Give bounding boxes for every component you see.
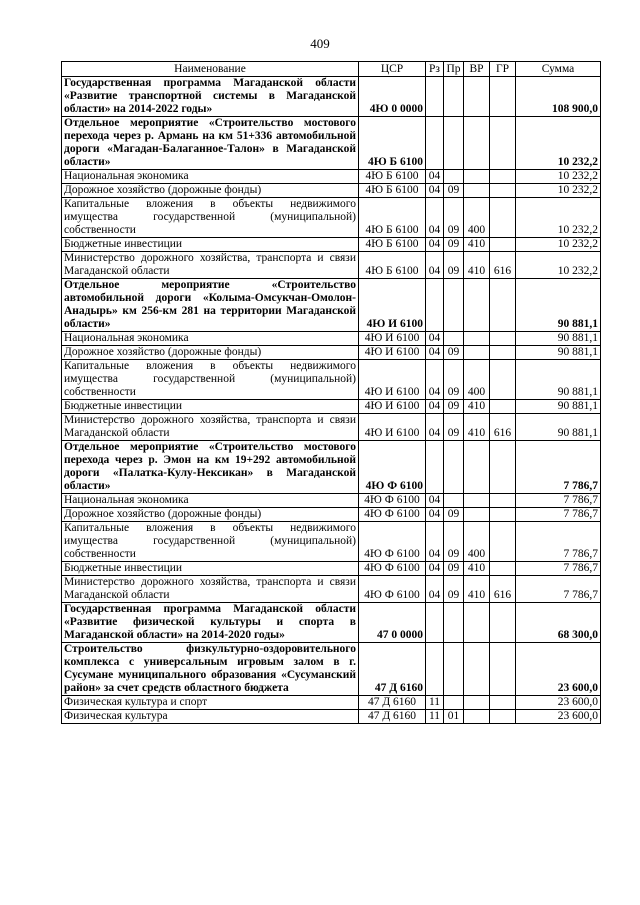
cell-pr: 09 xyxy=(444,522,464,562)
cell-vr xyxy=(464,696,490,710)
cell-name: Министерство дорожного хозяйства, транспорта и связи Магаданской области xyxy=(62,576,359,603)
cell-sum: 10 232,2 xyxy=(516,184,601,198)
cell-rz: 04 xyxy=(426,184,444,198)
cell-pr: 09 xyxy=(444,360,464,400)
cell-gr xyxy=(490,170,516,184)
cell-name: Государственная программа Магаданской области «Развитие транспортной системы в Магаданской области» на 2014-2022 годы» xyxy=(62,77,359,117)
cell-rz xyxy=(426,643,444,696)
cell-gr: 616 xyxy=(490,414,516,441)
cell-gr xyxy=(490,238,516,252)
cell-csr: 4Ю И 6100 xyxy=(359,400,426,414)
cell-name: Национальная экономика xyxy=(62,170,359,184)
cell-sum: 23 600,0 xyxy=(516,643,601,696)
cell-pr xyxy=(444,279,464,332)
cell-vr xyxy=(464,332,490,346)
table-row xyxy=(62,332,601,346)
header-name: Наименование xyxy=(62,62,359,77)
table-row xyxy=(62,346,601,360)
cell-gr xyxy=(490,117,516,170)
page-number: 409 xyxy=(310,36,330,51)
cell-csr: 4Ю Б 6100 xyxy=(359,198,426,238)
cell-csr: 4Ю Б 6100 xyxy=(359,117,426,170)
cell-sum: 10 232,2 xyxy=(516,252,601,279)
cell-name: Капитальные вложения в объекты недвижимого имущества государственной (муниципальной) собственности xyxy=(62,198,359,238)
cell-gr xyxy=(490,522,516,562)
cell-gr xyxy=(490,77,516,117)
cell-vr xyxy=(464,603,490,643)
table-row xyxy=(62,696,601,710)
cell-name: Капитальные вложения в объекты недвижимого имущества государственной (муниципальной) собственности xyxy=(62,360,359,400)
table-row xyxy=(62,508,601,522)
cell-sum: 90 881,1 xyxy=(516,414,601,441)
table-row xyxy=(62,441,601,494)
cell-name: Капитальные вложения в объекты недвижимого имущества государственной (муниципальной) собственности xyxy=(62,522,359,562)
cell-vr xyxy=(464,117,490,170)
table-row xyxy=(62,414,601,441)
header-csr: ЦСР xyxy=(359,62,426,77)
cell-vr: 410 xyxy=(464,238,490,252)
cell-gr xyxy=(490,441,516,494)
cell-csr: 4Ю И 6100 xyxy=(359,332,426,346)
cell-csr: 4Ю Ф 6100 xyxy=(359,441,426,494)
cell-rz: 11 xyxy=(426,696,444,710)
cell-sum: 7 786,7 xyxy=(516,494,601,508)
cell-sum: 10 232,2 xyxy=(516,170,601,184)
table-row xyxy=(62,710,601,724)
cell-rz: 04 xyxy=(426,238,444,252)
cell-vr: 410 xyxy=(464,414,490,441)
cell-vr xyxy=(464,346,490,360)
cell-name: Министерство дорожного хозяйства, транспорта и связи Магаданской области xyxy=(62,252,359,279)
cell-rz: 04 xyxy=(426,522,444,562)
cell-pr: 01 xyxy=(444,710,464,724)
cell-csr: 4Ю Б 6100 xyxy=(359,170,426,184)
cell-csr: 4Ю Б 6100 xyxy=(359,252,426,279)
cell-gr xyxy=(490,346,516,360)
cell-sum: 68 300,0 xyxy=(516,603,601,643)
cell-sum: 7 786,7 xyxy=(516,508,601,522)
cell-rz: 04 xyxy=(426,360,444,400)
cell-pr xyxy=(444,117,464,170)
cell-sum: 90 881,1 xyxy=(516,400,601,414)
table-header-row xyxy=(62,62,601,77)
cell-csr: 4Ю И 6100 xyxy=(359,414,426,441)
cell-csr: 47 0 0000 xyxy=(359,603,426,643)
cell-sum: 23 600,0 xyxy=(516,696,601,710)
cell-rz: 04 xyxy=(426,170,444,184)
cell-sum: 90 881,1 xyxy=(516,360,601,400)
cell-pr: 09 xyxy=(444,184,464,198)
cell-rz: 11 xyxy=(426,710,444,724)
cell-name: Государственная программа Магаданской области «Развитие физической культуры и спорта в Магаданской области» на 2014-2020 годы» xyxy=(62,603,359,643)
cell-gr xyxy=(490,508,516,522)
table-row xyxy=(62,238,601,252)
cell-rz: 04 xyxy=(426,562,444,576)
cell-rz: 04 xyxy=(426,576,444,603)
header-vr: ВР xyxy=(464,62,490,77)
cell-sum: 90 881,1 xyxy=(516,279,601,332)
cell-name: Дорожное хозяйство (дорожные фонды) xyxy=(62,508,359,522)
cell-name: Отдельное мероприятие «Строительство мостового перехода через р. Армань на км 51+336 автомобильной дороги «Магадан-Балаганное-Талон» в Магаданской области» xyxy=(62,117,359,170)
cell-gr xyxy=(490,332,516,346)
cell-vr xyxy=(464,643,490,696)
cell-gr xyxy=(490,643,516,696)
cell-rz: 04 xyxy=(426,400,444,414)
cell-name: Министерство дорожного хозяйства, транспорта и связи Магаданской области xyxy=(62,414,359,441)
cell-vr xyxy=(464,279,490,332)
cell-name: Дорожное хозяйство (дорожные фонды) xyxy=(62,346,359,360)
cell-gr xyxy=(490,562,516,576)
cell-rz xyxy=(426,77,444,117)
cell-gr xyxy=(490,279,516,332)
cell-rz: 04 xyxy=(426,414,444,441)
cell-vr xyxy=(464,77,490,117)
budget-table xyxy=(61,61,601,724)
cell-gr: 616 xyxy=(490,252,516,279)
cell-name: Национальная экономика xyxy=(62,332,359,346)
header-pr: Пр xyxy=(444,62,464,77)
cell-pr: 09 xyxy=(444,252,464,279)
cell-sum: 7 786,7 xyxy=(516,441,601,494)
cell-vr: 410 xyxy=(464,252,490,279)
cell-csr: 4Ю Ф 6100 xyxy=(359,494,426,508)
cell-rz: 04 xyxy=(426,346,444,360)
cell-vr xyxy=(464,494,490,508)
cell-rz xyxy=(426,117,444,170)
header-gr: ГР xyxy=(490,62,516,77)
cell-pr xyxy=(444,170,464,184)
table-row xyxy=(62,360,601,400)
cell-vr xyxy=(464,441,490,494)
cell-gr xyxy=(490,494,516,508)
cell-csr: 4Ю Б 6100 xyxy=(359,238,426,252)
cell-gr: 616 xyxy=(490,576,516,603)
table-row xyxy=(62,170,601,184)
cell-gr xyxy=(490,603,516,643)
cell-name: Бюджетные инвестиции xyxy=(62,562,359,576)
cell-gr xyxy=(490,710,516,724)
cell-rz: 04 xyxy=(426,332,444,346)
cell-vr xyxy=(464,710,490,724)
cell-sum: 108 900,0 xyxy=(516,77,601,117)
cell-rz xyxy=(426,603,444,643)
cell-csr: 4Ю Ф 6100 xyxy=(359,508,426,522)
table-row xyxy=(62,494,601,508)
cell-sum: 90 881,1 xyxy=(516,346,601,360)
table-row xyxy=(62,77,601,117)
cell-csr: 4Ю И 6100 xyxy=(359,360,426,400)
cell-gr xyxy=(490,184,516,198)
cell-name: Бюджетные инвестиции xyxy=(62,238,359,252)
cell-gr xyxy=(490,360,516,400)
cell-csr: 4Ю Ф 6100 xyxy=(359,562,426,576)
cell-pr: 09 xyxy=(444,562,464,576)
cell-csr: 4Ю И 6100 xyxy=(359,279,426,332)
cell-csr: 4Ю Ф 6100 xyxy=(359,522,426,562)
table-body xyxy=(62,77,601,724)
cell-vr: 410 xyxy=(464,562,490,576)
table-row xyxy=(62,184,601,198)
cell-sum: 7 786,7 xyxy=(516,522,601,562)
cell-sum: 7 786,7 xyxy=(516,562,601,576)
cell-name: Бюджетные инвестиции xyxy=(62,400,359,414)
header-sum: Сумма xyxy=(516,62,601,77)
cell-sum: 23 600,0 xyxy=(516,710,601,724)
cell-vr xyxy=(464,184,490,198)
cell-vr: 410 xyxy=(464,576,490,603)
cell-name: Отдельное мероприятие «Строительство мостового перехода через р. Эмон на км 19+292 автомобильной дороги «Палатка-Кулу-Нексикан» в Магаданской области» xyxy=(62,441,359,494)
cell-csr: 4Ю Ф 6100 xyxy=(359,576,426,603)
cell-name: Строительство физкультурно-оздоровительного комплекса с универсальным игровым залом в г. Сусумане муниципального образования «Сусуманский район» за счет средств областного бюджета xyxy=(62,643,359,696)
table-row xyxy=(62,603,601,643)
cell-rz: 04 xyxy=(426,508,444,522)
cell-rz: 04 xyxy=(426,198,444,238)
cell-csr: 4Ю 0 0000 xyxy=(359,77,426,117)
table-row xyxy=(62,400,601,414)
cell-csr: 47 Д 6160 xyxy=(359,696,426,710)
cell-vr: 410 xyxy=(464,400,490,414)
cell-rz xyxy=(426,441,444,494)
cell-vr: 400 xyxy=(464,198,490,238)
table-row xyxy=(62,643,601,696)
cell-name: Отдельное мероприятие «Строительство автомобильной дороги «Колыма-Омсукчан-Омолон-Анадырь» км 256-км 281 на территории Магаданской области» xyxy=(62,279,359,332)
cell-pr xyxy=(444,332,464,346)
cell-pr xyxy=(444,77,464,117)
cell-sum: 10 232,2 xyxy=(516,198,601,238)
cell-name: Физическая культура и спорт xyxy=(62,696,359,710)
cell-pr: 09 xyxy=(444,238,464,252)
cell-sum: 10 232,2 xyxy=(516,117,601,170)
cell-pr xyxy=(444,696,464,710)
cell-pr: 09 xyxy=(444,576,464,603)
cell-pr xyxy=(444,494,464,508)
cell-csr: 4Ю И 6100 xyxy=(359,346,426,360)
cell-pr xyxy=(444,603,464,643)
cell-pr: 09 xyxy=(444,508,464,522)
header-rz: Рз xyxy=(426,62,444,77)
table-row xyxy=(62,576,601,603)
cell-vr: 400 xyxy=(464,360,490,400)
cell-rz xyxy=(426,279,444,332)
cell-name: Физическая культура xyxy=(62,710,359,724)
cell-name: Дорожное хозяйство (дорожные фонды) xyxy=(62,184,359,198)
table-row xyxy=(62,562,601,576)
cell-pr: 09 xyxy=(444,400,464,414)
cell-pr: 09 xyxy=(444,346,464,360)
cell-rz: 04 xyxy=(426,494,444,508)
cell-rz: 04 xyxy=(426,252,444,279)
cell-vr: 400 xyxy=(464,522,490,562)
cell-gr xyxy=(490,400,516,414)
cell-sum: 7 786,7 xyxy=(516,576,601,603)
table-row xyxy=(62,117,601,170)
cell-pr xyxy=(444,441,464,494)
cell-vr xyxy=(464,508,490,522)
table-row xyxy=(62,522,601,562)
table-row xyxy=(62,198,601,238)
table-row xyxy=(62,279,601,332)
cell-pr xyxy=(444,643,464,696)
cell-sum: 10 232,2 xyxy=(516,238,601,252)
cell-sum: 90 881,1 xyxy=(516,332,601,346)
cell-gr xyxy=(490,696,516,710)
cell-name: Национальная экономика xyxy=(62,494,359,508)
cell-vr xyxy=(464,170,490,184)
table-row xyxy=(62,252,601,279)
cell-csr: 47 Д 6160 xyxy=(359,710,426,724)
cell-csr: 4Ю Б 6100 xyxy=(359,184,426,198)
cell-pr: 09 xyxy=(444,198,464,238)
cell-gr xyxy=(490,198,516,238)
cell-csr: 47 Д 6160 xyxy=(359,643,426,696)
cell-pr: 09 xyxy=(444,414,464,441)
